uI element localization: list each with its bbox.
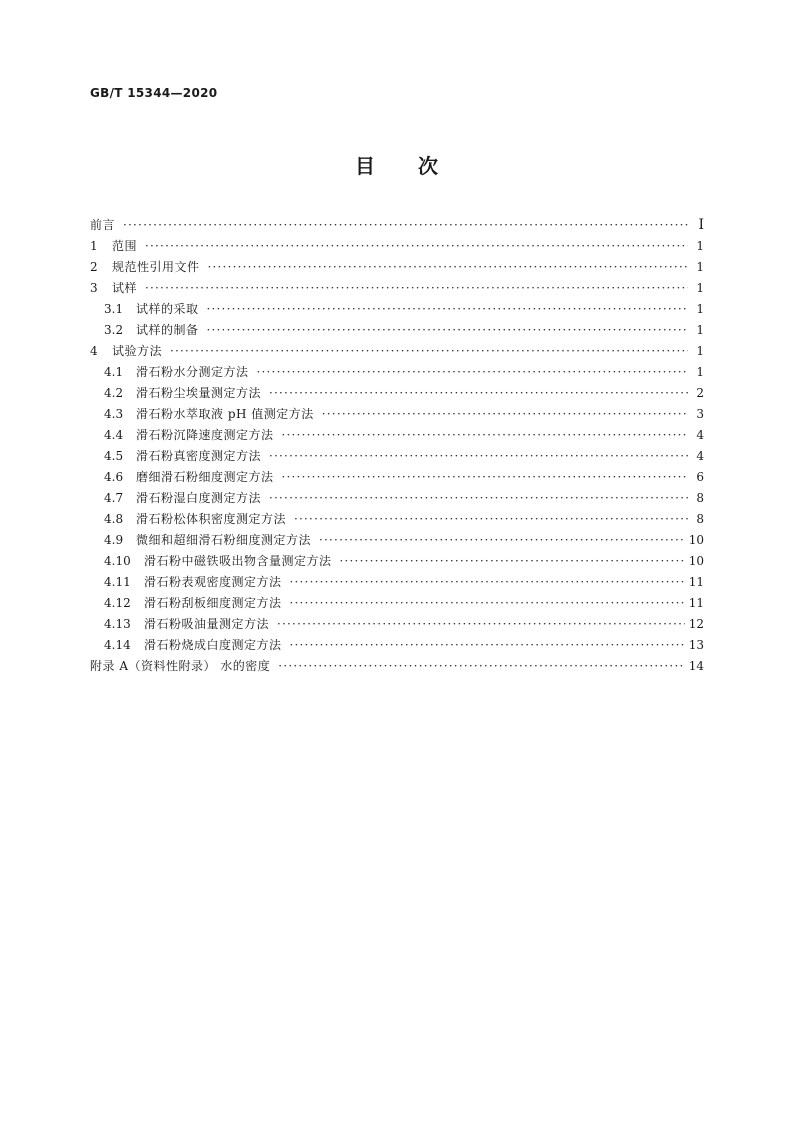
toc-entry[interactable] [90, 278, 704, 299]
toc-entry-label: 范围 [112, 239, 138, 253]
toc-entry-number: 4.13 [104, 617, 131, 631]
toc-entry-label: 滑石粉表观密度测定方法 [144, 575, 282, 589]
toc-entry-label: 前言 [90, 218, 116, 232]
toc-dot-leader [170, 341, 688, 362]
toc-entry-label: 试验方法 [112, 344, 163, 358]
toc-entry[interactable] [90, 656, 704, 677]
toc-dot-leader [269, 446, 688, 467]
toc-entry-number: 4.1 [104, 365, 124, 379]
toc-entry-number: 4.5 [104, 449, 124, 463]
toc-entry-label: 滑石粉吸油量测定方法 [144, 617, 270, 631]
toc-entry-number: 4.9 [104, 533, 124, 547]
toc-entry-page: 1 [696, 281, 704, 295]
toc-dot-leader [257, 362, 688, 383]
toc-dot-leader [340, 551, 685, 572]
toc-entry[interactable] [90, 362, 704, 383]
toc-entry[interactable] [90, 467, 704, 488]
toc-entry-page: 8 [696, 512, 704, 526]
toc-entry-page: 1 [696, 260, 704, 274]
toc-dot-leader [208, 257, 688, 278]
toc-entry-label: 微细和超细滑石粉细度测定方法 [136, 533, 312, 547]
toc-entry[interactable] [90, 383, 704, 404]
toc-entry-number: 4.11 [104, 575, 131, 589]
toc-entry-number: 4.4 [104, 428, 124, 442]
toc-entry[interactable] [90, 341, 704, 362]
toc-entry[interactable] [90, 509, 704, 530]
toc-entry-label: 滑石粉水萃取液 pH 值测定方法 [136, 407, 314, 421]
standard-number: GB/T 15344—2020 [90, 86, 218, 100]
toc-dot-leader [207, 320, 688, 341]
toc-entry-label: 滑石粉沉降速度测定方法 [136, 428, 274, 442]
toc-entry-number: 4.3 [104, 407, 124, 421]
toc-entry-label: 滑石粉湿白度测定方法 [136, 491, 262, 505]
toc-entry-label: 试样 [112, 281, 138, 295]
toc-dot-leader [282, 467, 688, 488]
toc-entry-number: 3.2 [104, 323, 124, 337]
toc-entry-number: 4.7 [104, 491, 124, 505]
toc-entry-label: 滑石粉刮板细度测定方法 [144, 596, 282, 610]
toc-entry-label: 磨细滑石粉细度测定方法 [136, 470, 274, 484]
toc-entry-label: 试样的制备 [136, 323, 199, 337]
toc-entry-label: 滑石粉中磁铁吸出物含量测定方法 [144, 554, 332, 568]
toc-entry-page: 4 [696, 449, 704, 463]
toc-entry-page: 1 [696, 323, 704, 337]
toc-entry[interactable] [90, 299, 704, 320]
toc-entry[interactable] [90, 488, 704, 509]
toc-entry-label: 附录 A（资料性附录） 水的密度 [90, 659, 271, 673]
toc-dot-leader [319, 530, 685, 551]
toc-dot-leader [269, 488, 688, 509]
toc-dot-leader [322, 404, 688, 425]
toc-entry-page: 11 [688, 575, 704, 589]
toc-entry-number: 2 [90, 260, 98, 274]
toc-entry-page: 10 [688, 554, 704, 568]
toc-dot-leader [282, 425, 688, 446]
toc-dot-leader [145, 278, 688, 299]
toc-entry-number: 4 [90, 344, 98, 358]
toc-entry-number: 1 [90, 239, 98, 253]
toc-entry[interactable] [90, 404, 704, 425]
toc-dot-leader [290, 593, 685, 614]
toc-entry[interactable] [90, 530, 704, 551]
toc-entry[interactable] [90, 635, 704, 656]
toc-entry-label: 滑石粉尘埃量测定方法 [136, 386, 262, 400]
toc-entry[interactable] [90, 614, 704, 635]
toc-entry-page: 14 [688, 659, 704, 673]
toc-entry-label: 规范性引用文件 [112, 260, 200, 274]
toc-entry-number: 4.8 [104, 512, 124, 526]
toc-entry[interactable] [90, 551, 704, 572]
toc-entry-label: 滑石粉水分测定方法 [136, 365, 249, 379]
toc-entry-page: 2 [696, 386, 704, 400]
toc-entry[interactable] [90, 236, 704, 257]
toc-dot-leader [290, 572, 685, 593]
toc-entry-page: 3 [696, 407, 704, 421]
toc-entry-page: 1 [696, 239, 704, 253]
toc-entry-label: 滑石粉真密度测定方法 [136, 449, 262, 463]
toc-entry-page: 13 [688, 638, 704, 652]
page-title-char-1: 目 [355, 154, 376, 178]
toc-entry-label: 滑石粉松体积密度测定方法 [136, 512, 287, 526]
toc-entry-number: 4.12 [104, 596, 131, 610]
toc-entry[interactable] [90, 446, 704, 467]
toc-entry-page: 1 [696, 302, 704, 316]
toc-entry-number: 4.2 [104, 386, 124, 400]
toc-entry-number: 4.14 [104, 638, 131, 652]
toc-entry[interactable] [90, 425, 704, 446]
toc-dot-leader [207, 299, 688, 320]
toc-entry-number: 3.1 [104, 302, 124, 316]
toc-dot-leader [145, 236, 688, 257]
toc-entry-page: 12 [688, 617, 704, 631]
toc-entry-number: 4.6 [104, 470, 124, 484]
toc-dot-leader [278, 656, 684, 677]
toc-dot-leader [290, 635, 685, 656]
toc-dot-leader [269, 383, 688, 404]
toc-entry-label: 滑石粉烧成白度测定方法 [144, 638, 282, 652]
toc-entry[interactable] [90, 215, 704, 236]
page-title-char-2: 次 [418, 154, 439, 178]
toc-entry-page: 1 [696, 365, 704, 379]
toc-entry-page: 8 [696, 491, 704, 505]
toc-entry-number: 4.10 [104, 554, 131, 568]
toc-entry[interactable] [90, 320, 704, 341]
toc-entry-page: 10 [688, 533, 704, 547]
page-title [0, 150, 794, 179]
toc-entry[interactable] [90, 257, 704, 278]
toc-dot-leader [294, 509, 688, 530]
toc-dot-leader [277, 614, 685, 635]
toc-entry-page: 11 [688, 596, 704, 610]
toc-entry-page: Ⅰ [698, 217, 704, 233]
toc-entry[interactable] [90, 572, 704, 593]
toc-entry-page: 6 [696, 470, 704, 484]
toc-entry-page: 4 [696, 428, 704, 442]
toc-entry-label: 试样的采取 [136, 302, 199, 316]
table-of-contents [90, 215, 704, 677]
toc-entry-page: 1 [696, 344, 704, 358]
toc-dot-leader [123, 215, 688, 236]
toc-entry[interactable] [90, 593, 704, 614]
toc-entry-number: 3 [90, 281, 98, 295]
